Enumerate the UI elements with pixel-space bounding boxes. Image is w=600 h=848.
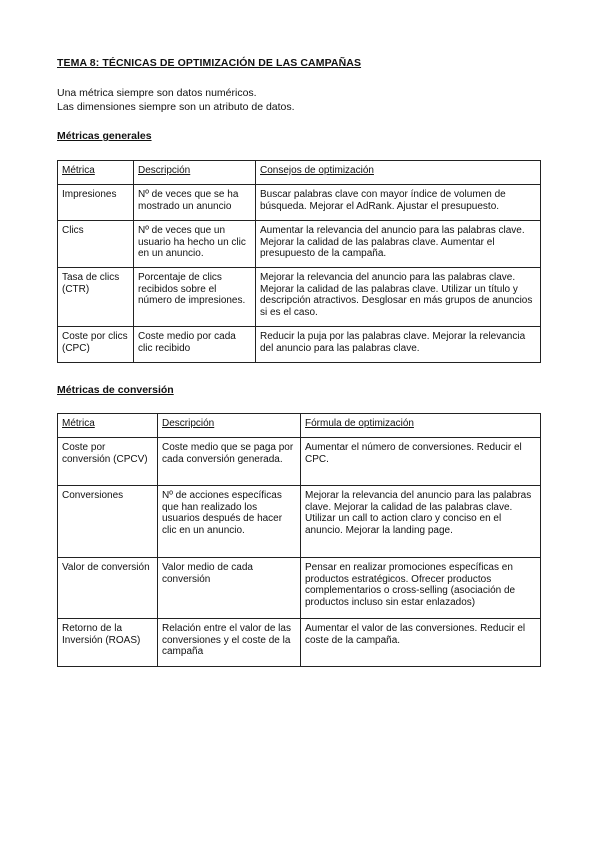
table-row — [58, 438, 541, 486]
table-cell: Conversiones — [58, 486, 158, 558]
intro-line: Las dimensiones siempre son un atributo de datos. — [57, 101, 295, 113]
table-header-row — [58, 414, 541, 438]
table-cell: Impresiones — [58, 185, 134, 221]
column-header: Métrica — [58, 414, 158, 438]
table-cell: Porcentaje de clics recibidos sobre el número de impresiones. — [134, 268, 256, 327]
table-cell: Clics — [58, 221, 134, 268]
table-cell: Buscar palabras clave con mayor índice de volumen de búsqueda. Mejorar el AdRank. Ajustar el presupuesto. — [256, 185, 541, 221]
table-cell: Nº de veces que se ha mostrado un anuncio — [134, 185, 256, 221]
table-cell: Nº de acciones específicas que han realizado los usuarios después de hacer clic en un anuncio. — [158, 486, 301, 558]
table-cell: Coste por conversión (CPCV) — [58, 438, 158, 486]
column-header: Fórmula de optimización — [301, 414, 541, 438]
general-metrics-table — [57, 160, 541, 363]
table-row — [58, 486, 541, 558]
table-cell: Valor medio de cada conversión — [158, 558, 301, 619]
table-row — [58, 327, 541, 363]
table-row — [58, 558, 541, 619]
table-cell: Mejorar la relevancia del anuncio para las palabras clave. Mejorar la calidad de las palabras clave. Utilizar un título y descripción atractivos. Desglosar en más grupos de anuncios si es el caso. — [256, 268, 541, 327]
table-cell: Pensar en realizar promociones específicas en productos estratégicos. Ofrecer productos complementarios o cross-selling (asociación de productos incluso sin estar enlazados) — [301, 558, 541, 619]
table-header-row — [58, 161, 541, 185]
table-cell: Aumentar el número de conversiones. Reducir el CPC. — [301, 438, 541, 486]
conversion-metrics-heading: Métricas de conversión — [57, 384, 174, 396]
table-cell: Coste por clics (CPC) — [58, 327, 134, 363]
table-cell: Retorno de la Inversión (ROAS) — [58, 619, 158, 667]
table-cell: Relación entre el valor de las conversiones y el coste de la campaña — [158, 619, 301, 667]
intro-text — [57, 86, 295, 114]
table-row — [58, 619, 541, 667]
column-header: Descripción — [134, 161, 256, 185]
table-cell: Coste medio que se paga por cada conversión generada. — [158, 438, 301, 486]
table-cell: Nº de veces que un usuario ha hecho un clic en un anuncio. — [134, 221, 256, 268]
table-cell: Mejorar la relevancia del anuncio para las palabras clave. Mejorar la calidad de las palabras clave. Utilizar un call to action claro y conciso en el anuncio. Mejorar la landing page. — [301, 486, 541, 558]
column-header: Consejos de optimización — [256, 161, 541, 185]
table-cell: Valor de conversión — [58, 558, 158, 619]
page-title: TEMA 8: TÉCNICAS DE OPTIMIZACIÓN DE LAS CAMPAÑAS — [57, 57, 362, 69]
intro-line: Una métrica siempre son datos numéricos. — [57, 87, 257, 99]
table-cell: Coste medio por cada clic recibido — [134, 327, 256, 363]
table-row — [58, 185, 541, 221]
general-metrics-heading: Métricas generales — [57, 130, 152, 142]
column-header: Métrica — [58, 161, 134, 185]
table-cell: Tasa de clics (CTR) — [58, 268, 134, 327]
table-cell: Aumentar el valor de las conversiones. Reducir el coste de la campaña. — [301, 619, 541, 667]
table-cell: Aumentar la relevancia del anuncio para las palabras clave. Mejorar la calidad de las palabras clave. Aumentar el presupuesto de la campaña. — [256, 221, 541, 268]
table-row — [58, 221, 541, 268]
table-row — [58, 268, 541, 327]
conversion-metrics-table — [57, 413, 541, 667]
table-cell: Reducir la puja por las palabras clave. Mejorar la relevancia del anuncio para las palabras clave. — [256, 327, 541, 363]
column-header: Descripción — [158, 414, 301, 438]
